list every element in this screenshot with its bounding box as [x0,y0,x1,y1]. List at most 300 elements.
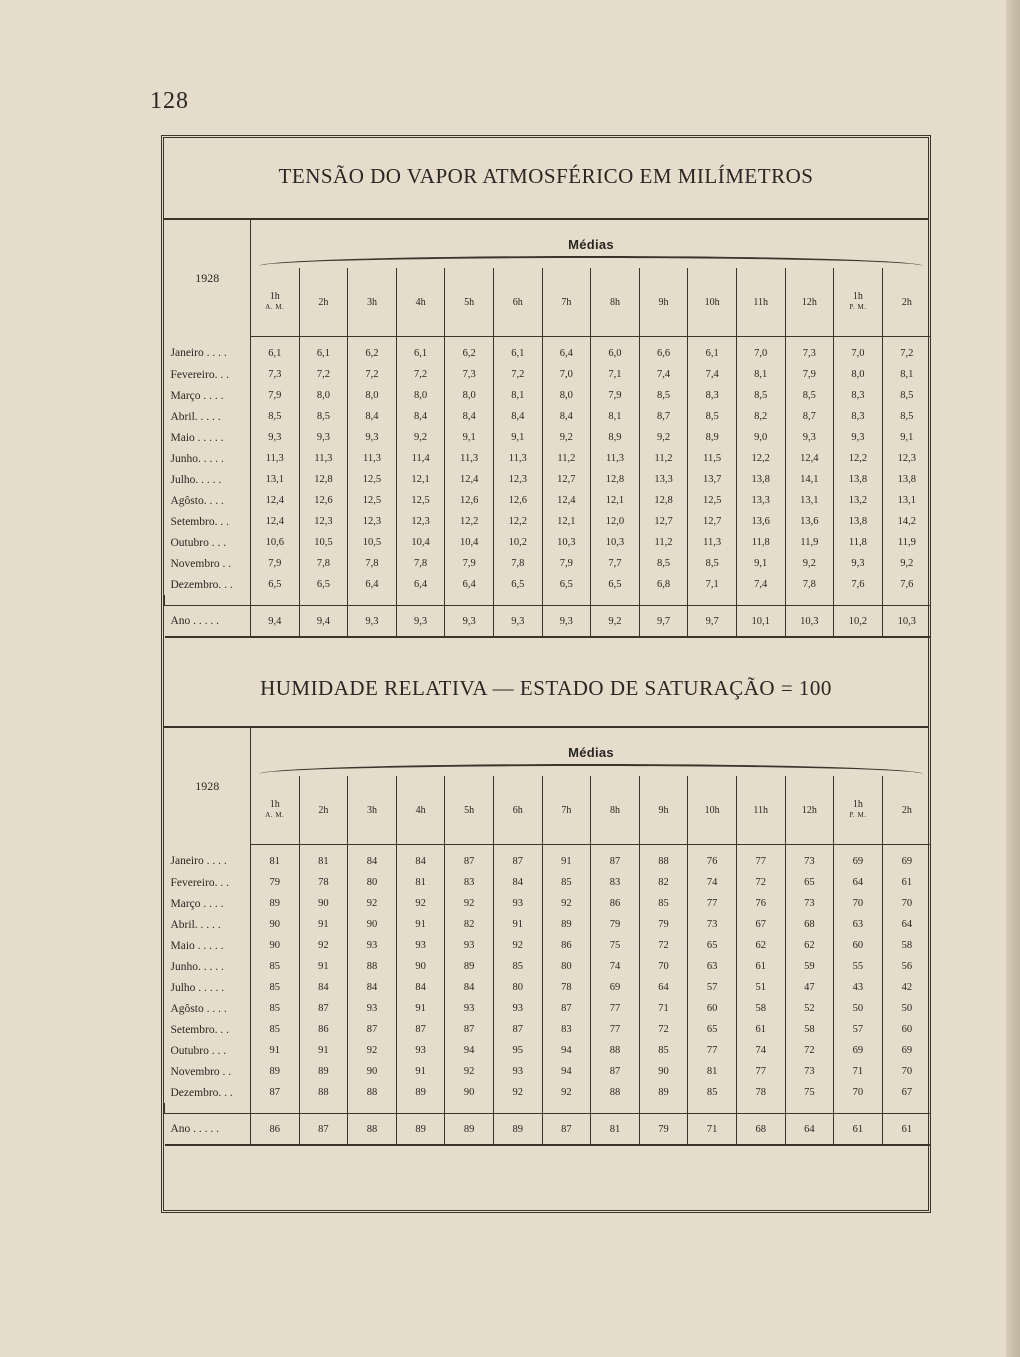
value-cell: 8,0 [348,385,397,406]
hour-label: 1h [269,291,280,302]
value-cell: 9,3 [348,427,397,448]
hour-label: 10h [704,296,720,308]
value-cell: 9,2 [542,427,591,448]
hour-period: P. M. [849,303,867,311]
annual-value-cell: 61 [834,1114,883,1146]
value-cell: 7,4 [736,574,785,595]
spacer-cell [785,595,834,606]
value-cell: 8,3 [834,385,883,406]
spacer-cell [736,595,785,606]
value-cell: 7,8 [493,553,542,574]
value-cell: 12,8 [299,469,348,490]
value-cell: 11,2 [542,448,591,469]
table-row [165,337,932,365]
hour-header [736,776,785,845]
value-cell: 8,0 [445,385,494,406]
value-cell: 91 [542,845,591,873]
hour-label: 1h [852,291,863,302]
value-cell: 6,5 [591,574,640,595]
value-cell: 84 [396,977,445,998]
hour-label: 2h [901,296,912,308]
value-cell: 7,3 [785,337,834,365]
value-cell: 12,1 [542,511,591,532]
value-cell: 65 [785,872,834,893]
month-label: Dezembro. . . [165,1082,251,1103]
value-cell: 6,1 [396,337,445,365]
value-cell: 87 [396,1019,445,1040]
table-row [165,385,932,406]
month-label: Março . . . . [165,385,251,406]
hour-header [299,776,348,845]
value-cell: 12,6 [445,490,494,511]
value-cell: 79 [251,872,300,893]
vapor-brace [259,256,923,266]
value-cell: 11,8 [834,532,883,553]
hour-label: 12h [801,296,817,308]
value-cell: 8,0 [542,385,591,406]
value-cell: 6,0 [591,337,640,365]
value-cell: 69 [591,977,640,998]
annual-value-cell: 9,3 [445,606,494,638]
value-cell: 11,5 [688,448,737,469]
value-cell: 89 [251,1061,300,1082]
annual-value-cell: 9,3 [493,606,542,638]
value-cell: 78 [736,1082,785,1103]
value-cell: 8,0 [396,385,445,406]
value-cell: 8,4 [493,406,542,427]
value-cell: 58 [736,998,785,1019]
hour-header [493,268,542,337]
value-cell: 11,3 [348,448,397,469]
value-cell: 12,4 [445,469,494,490]
value-cell: 93 [493,998,542,1019]
value-cell: 8,5 [639,385,688,406]
value-cell: 70 [882,893,931,914]
vapor-hours-row [165,268,932,337]
value-cell: 12,5 [396,490,445,511]
value-cell: 71 [639,998,688,1019]
value-cell: 8,1 [493,385,542,406]
value-cell: 10,6 [251,532,300,553]
tables-frame [161,135,931,1213]
value-cell: 9,1 [882,427,931,448]
value-cell: 89 [251,893,300,914]
value-cell: 7,9 [445,553,494,574]
spacer-cell [445,595,494,606]
value-cell: 7,2 [348,364,397,385]
month-label: Novembro . . [165,553,251,574]
value-cell: 9,3 [834,553,883,574]
hour-header [396,268,445,337]
value-cell: 89 [639,1082,688,1103]
value-cell: 88 [299,1082,348,1103]
value-cell: 8,5 [251,406,300,427]
humidity-hours-row [165,776,932,845]
value-cell: 8,2 [736,406,785,427]
value-cell: 63 [688,956,737,977]
month-label: Junho. . . . . [165,956,251,977]
spacer-cell [396,595,445,606]
value-cell: 6,6 [639,337,688,365]
value-cell: 78 [542,977,591,998]
value-cell: 86 [299,1019,348,1040]
spacer-cell [882,1103,931,1114]
value-cell: 52 [785,998,834,1019]
spacer-cell [591,1103,640,1114]
annual-value-cell: 9,7 [639,606,688,638]
annual-label: Ano . . . . . [165,1114,251,1146]
table-row [165,935,932,956]
table-row [165,914,932,935]
month-label: Março . . . . [165,893,251,914]
hour-header [785,268,834,337]
value-cell: 9,2 [639,427,688,448]
value-cell: 89 [299,1061,348,1082]
spacer-cell [639,1103,688,1114]
hour-header [639,268,688,337]
spacer-cell [348,1103,397,1114]
value-cell: 93 [493,893,542,914]
month-label: Setembro. . . [165,1019,251,1040]
month-label: Julho. . . . . [165,469,251,490]
vapor-medias-header [251,220,932,268]
value-cell: 8,7 [639,406,688,427]
value-cell: 74 [591,956,640,977]
value-cell: 87 [251,1082,300,1103]
spacer-cell [493,1103,542,1114]
hour-header [785,776,834,845]
value-cell: 84 [348,845,397,873]
value-cell: 8,7 [785,406,834,427]
annual-value-cell: 87 [542,1114,591,1146]
value-cell: 81 [396,872,445,893]
value-cell: 84 [348,977,397,998]
value-cell: 12,4 [785,448,834,469]
hour-header [834,268,883,337]
value-cell: 87 [445,845,494,873]
hour-label: 9h [658,804,669,816]
table-row [165,1040,932,1061]
value-cell: 85 [639,1040,688,1061]
table-row [165,532,932,553]
hour-label: 1h [269,799,280,810]
value-cell: 13,8 [834,511,883,532]
month-label: Maio . . . . . [165,935,251,956]
value-cell: 73 [785,1061,834,1082]
value-cell: 7,4 [639,364,688,385]
humidity-brace [259,764,923,774]
humidity-table-body [165,845,932,1146]
value-cell: 9,1 [736,553,785,574]
value-cell: 7,1 [591,364,640,385]
value-cell: 6,1 [688,337,737,365]
month-label: Abril. . . . . [165,914,251,935]
humidity-medias-header [251,728,932,776]
value-cell: 84 [299,977,348,998]
month-label: Setembro. . . [165,511,251,532]
value-cell: 6,5 [251,574,300,595]
value-cell: 71 [834,1061,883,1082]
hour-header [445,268,494,337]
hour-header [591,268,640,337]
annual-value-cell: 87 [299,1114,348,1146]
hour-label: 6h [512,296,523,308]
hour-header [736,268,785,337]
value-cell: 6,1 [493,337,542,365]
spacer-cell [882,595,931,606]
value-cell: 84 [493,872,542,893]
hour-label: 1h [852,799,863,810]
value-cell: 77 [688,1040,737,1061]
value-cell: 10,4 [445,532,494,553]
annual-value-cell: 9,3 [542,606,591,638]
value-cell: 13,6 [736,511,785,532]
value-cell: 93 [396,935,445,956]
annual-value-cell: 81 [591,1114,640,1146]
humidity-table-title: HUMIDADE RELATIVA — ESTADO DE SATURAÇÃO = 100 [260,676,832,700]
value-cell: 70 [639,956,688,977]
value-cell: 94 [542,1061,591,1082]
annual-label: Ano . . . . . [165,606,251,638]
value-cell: 11,2 [639,448,688,469]
value-cell: 8,5 [688,553,737,574]
spacer-cell [348,595,397,606]
value-cell: 12,4 [251,490,300,511]
value-cell: 74 [736,1040,785,1061]
value-cell: 89 [396,1082,445,1103]
value-cell: 50 [882,998,931,1019]
value-cell: 80 [542,956,591,977]
value-cell: 8,5 [882,406,931,427]
month-label: Abril. . . . . [165,406,251,427]
value-cell: 91 [299,956,348,977]
spacer-cell [834,1103,883,1114]
value-cell: 7,9 [591,385,640,406]
month-label: Junho. . . . . [165,448,251,469]
value-cell: 13,8 [882,469,931,490]
annual-value-cell: 9,2 [591,606,640,638]
annual-value-cell: 89 [493,1114,542,1146]
value-cell: 10,5 [299,532,348,553]
value-cell: 6,2 [348,337,397,365]
spacer-cell [785,1103,834,1114]
value-cell: 62 [785,935,834,956]
value-cell: 9,2 [785,553,834,574]
value-cell: 13,3 [736,490,785,511]
value-cell: 67 [882,1082,931,1103]
value-cell: 11,4 [396,448,445,469]
value-cell: 81 [299,845,348,873]
value-cell: 92 [542,1082,591,1103]
hour-header [591,776,640,845]
value-cell: 90 [251,914,300,935]
table-row [165,448,932,469]
spacer-cell [396,1103,445,1114]
value-cell: 87 [299,998,348,1019]
table-row [165,1082,932,1103]
value-cell: 73 [688,914,737,935]
value-cell: 62 [736,935,785,956]
value-cell: 93 [493,1061,542,1082]
value-cell: 8,4 [348,406,397,427]
value-cell: 69 [882,845,931,873]
value-cell: 6,5 [299,574,348,595]
value-cell: 9,0 [736,427,785,448]
value-cell: 61 [882,872,931,893]
value-cell: 68 [785,914,834,935]
annual-value-cell: 71 [688,1114,737,1146]
value-cell: 12,0 [591,511,640,532]
spacer-cell [165,595,251,606]
spacer-cell [834,595,883,606]
annual-value-cell: 10,3 [785,606,834,638]
table-row [165,1061,932,1082]
value-cell: 92 [493,935,542,956]
spacer-cell [299,1103,348,1114]
value-cell: 91 [251,1040,300,1061]
value-cell: 13,2 [834,490,883,511]
value-cell: 69 [834,1040,883,1061]
value-cell: 70 [834,893,883,914]
annual-value-cell: 10,2 [834,606,883,638]
value-cell: 74 [688,872,737,893]
humidity-medias-label: Médias [568,744,614,760]
hour-header [688,776,737,845]
value-cell: 8,5 [882,385,931,406]
value-cell: 8,0 [299,385,348,406]
annual-value-cell: 89 [396,1114,445,1146]
value-cell: 12,2 [493,511,542,532]
value-cell: 67 [736,914,785,935]
hour-label: 8h [609,296,620,308]
hour-label: 3h [366,296,377,308]
value-cell: 7,1 [688,574,737,595]
annual-value-cell: 79 [639,1114,688,1146]
hour-label: 2h [318,296,329,308]
value-cell: 12,3 [396,511,445,532]
value-cell: 80 [348,872,397,893]
value-cell: 85 [688,1082,737,1103]
row-spacer [165,595,932,606]
value-cell: 9,2 [396,427,445,448]
value-cell: 8,4 [396,406,445,427]
table-row [165,469,932,490]
hour-header [882,776,931,845]
value-cell: 6,1 [299,337,348,365]
value-cell: 10,3 [542,532,591,553]
value-cell: 8,4 [542,406,591,427]
hour-label: 4h [415,296,426,308]
value-cell: 7,8 [348,553,397,574]
table-row [165,1019,932,1040]
table-row [165,956,932,977]
value-cell: 8,5 [688,406,737,427]
value-cell: 94 [445,1040,494,1061]
hour-header [251,776,300,845]
humidity-year-label: 1928 [165,728,251,845]
annual-value-cell: 10,3 [882,606,931,638]
value-cell: 83 [542,1019,591,1040]
month-label: Janeiro . . . . [165,337,251,365]
hour-header [882,268,931,337]
value-cell: 90 [639,1061,688,1082]
value-cell: 76 [688,845,737,873]
month-label: Janeiro . . . . [165,845,251,873]
value-cell: 9,3 [299,427,348,448]
value-cell: 8,1 [736,364,785,385]
value-cell: 10,3 [591,532,640,553]
value-cell: 7,9 [542,553,591,574]
value-cell: 7,2 [396,364,445,385]
value-cell: 13,7 [688,469,737,490]
value-cell: 12,1 [591,490,640,511]
value-cell: 11,3 [688,532,737,553]
value-cell: 8,5 [736,385,785,406]
value-cell: 12,5 [348,469,397,490]
value-cell: 92 [445,893,494,914]
hour-header [493,776,542,845]
value-cell: 92 [299,935,348,956]
value-cell: 12,3 [493,469,542,490]
value-cell: 8,3 [688,385,737,406]
hour-label: 10h [704,804,720,816]
value-cell: 12,8 [639,490,688,511]
value-cell: 8,1 [882,364,931,385]
spacer-cell [688,1103,737,1114]
hour-label: 4h [415,804,426,816]
annual-value-cell: 9,7 [688,606,737,638]
value-cell: 69 [834,845,883,873]
spacer-cell [542,595,591,606]
value-cell: 7,2 [299,364,348,385]
value-cell: 72 [736,872,785,893]
value-cell: 86 [542,935,591,956]
value-cell: 7,6 [882,574,931,595]
spacer-cell [299,595,348,606]
value-cell: 89 [445,956,494,977]
value-cell: 87 [445,1019,494,1040]
annual-value-cell: 88 [348,1114,397,1146]
annual-value-cell: 9,3 [396,606,445,638]
hour-label: 8h [609,804,620,816]
value-cell: 88 [348,956,397,977]
value-cell: 81 [251,845,300,873]
value-cell: 13,8 [736,469,785,490]
value-cell: 8,1 [591,406,640,427]
value-cell: 92 [445,1061,494,1082]
spacer-cell [542,1103,591,1114]
value-cell: 47 [785,977,834,998]
value-cell: 91 [299,1040,348,1061]
value-cell: 12,5 [348,490,397,511]
value-cell: 90 [299,893,348,914]
month-label: Fevereiro. . . [165,364,251,385]
value-cell: 87 [493,845,542,873]
value-cell: 80 [493,977,542,998]
value-cell: 93 [445,998,494,1019]
value-cell: 11,3 [493,448,542,469]
value-cell: 7,7 [591,553,640,574]
hour-label: 6h [512,804,523,816]
value-cell: 64 [882,914,931,935]
value-cell: 6,4 [348,574,397,595]
value-cell: 90 [348,914,397,935]
value-cell: 85 [251,1019,300,1040]
value-cell: 6,8 [639,574,688,595]
value-cell: 91 [396,914,445,935]
value-cell: 93 [348,935,397,956]
value-cell: 84 [396,845,445,873]
